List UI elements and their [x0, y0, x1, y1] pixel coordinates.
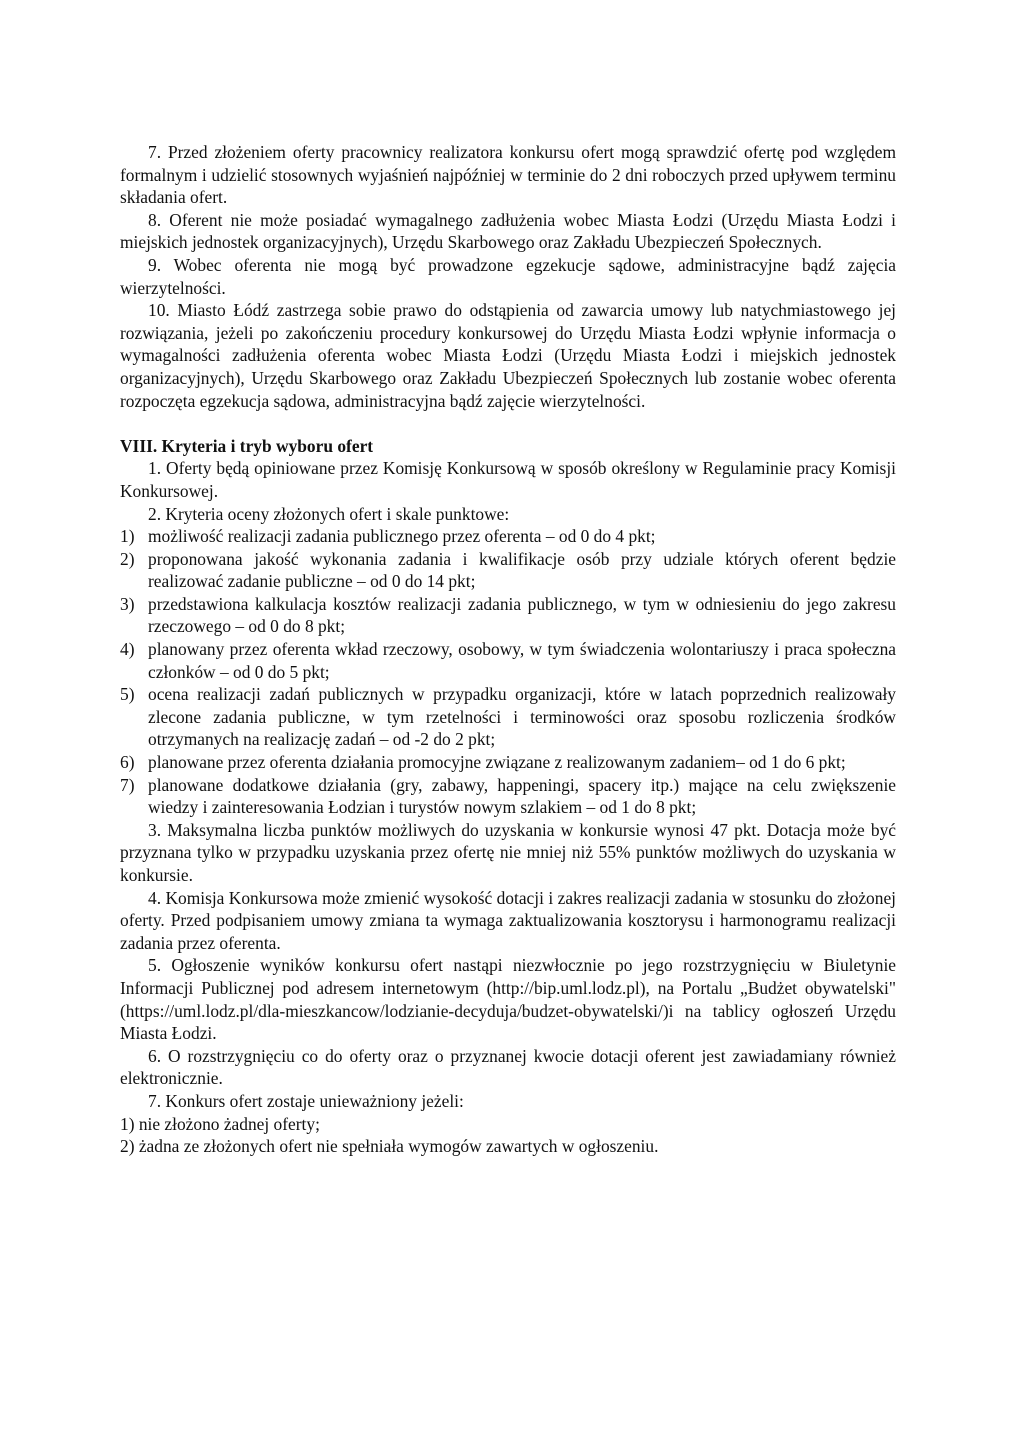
criteria-number: 5)	[120, 684, 135, 705]
cancel-item-2: 2) żadna ze złożonych ofert nie spełniała wymogów zawartych w ogłoszeniu.	[120, 1136, 659, 1157]
criteria-number: 6)	[120, 752, 135, 773]
criteria-text: planowany przez oferenta wkład rzeczowy, osobowy, w tym świadczenia wolontariuszy i praca społeczna członków – od 0 do 5 pkt;	[148, 639, 896, 682]
section-paragraph-2: 2. Kryteria oceny złożonych ofert i skale punktowe:	[148, 503, 510, 524]
document-body	[120, 141, 896, 1158]
criteria-text: planowane przez oferenta działania promocyjne związane z realizowanym zadaniem– od 1 do 6 pkt;	[148, 752, 846, 773]
criteria-item	[120, 751, 896, 774]
criteria-item	[120, 638, 896, 683]
criteria-item	[120, 593, 896, 638]
criteria-text: ocena realizacji zadań publicznych w przypadku organizacji, które w latach poprzednich realizowały zlecone zadania publiczne, w tym rzetelności i terminowości oraz sposobu rozliczenia środków otrzymanych na realizację zadań – od -2 do 2 pkt;	[148, 684, 896, 750]
criteria-number: 2)	[120, 548, 135, 569]
section-paragraph-7: 7. Konkurs ofert zostaje unieważniony jeżeli:	[148, 1090, 464, 1111]
criteria-number: 7)	[120, 774, 135, 795]
cancel-item-1: 1) nie złożono żadnej oferty;	[120, 1113, 320, 1134]
criteria-item	[120, 774, 896, 819]
criteria-number: 4)	[120, 639, 135, 660]
criteria-item	[120, 683, 896, 751]
criteria-text: przedstawiona kalkulacja kosztów realizacji zadania publicznego, w tym w odniesieniu do jego zakresu rzeczowego – od 0 do 8 pkt;	[148, 593, 896, 637]
criteria-number: 3)	[120, 593, 135, 614]
section-paragraph-1: 1. Oferty będą opiniowane przez Komisję Konkursową w sposób określony w Regulaminie pracy Komisji Konkursowej.	[120, 458, 896, 501]
section-paragraph-6: 6. O rozstrzygnięciu co do oferty oraz o przyznanej kwocie dotacji oferent jest zawiadamiany również elektronicznie.	[120, 1045, 896, 1089]
paragraph-7: 7. Przed złożeniem oferty pracownicy realizatora konkursu ofert mogą sprawdzić ofertę pod względem formalnym i udzielić stosownych wyjaśnień najpóźniej w terminie do 2 dni roboczych przed upływem terminu składania ofert.	[120, 142, 896, 208]
paragraph-8: 8. Oferent nie może posiadać wymagalnego zadłużenia wobec Miasta Łodzi (Urzędu Miasta Łodzi i miejskich jednostek organizacyjnych), Urzędu Skarbowego oraz Zakładu Ubezpieczeń Społecznych.	[120, 209, 896, 253]
criteria-text: planowane dodatkowe działania (gry, zabawy, happeningi, spacery itp.) mające na celu zwiększenie wiedzy i zainteresowania Łodzian i turystów nowym szlakiem – od 1 do 8 pkt;	[148, 774, 896, 818]
section-paragraph-4: 4. Komisja Konkursowa może zmienić wysokość dotacji i zakres realizacji zadania w stosunku do złożonej oferty. Przed podpisaniem umowy zmiana ta wymaga zaktualizowania kosztorysu i harmonogramu realizacji zadania przez oferenta.	[120, 887, 896, 953]
criteria-number: 1)	[120, 526, 135, 547]
paragraph-10: 10. Miasto Łódź zastrzega sobie prawo do odstąpienia od zawarcia umowy lub natychmiastowego jej rozwiązania, jeżeli po zakończeniu procedury konkursowej do Urzędu Miasta Łodzi wpłynie informacja o wymagalności zadłużenia oferenta wobec Miasta Łodzi (Urzędu Miasta Łodzi i miejskich jednostek organizacyjnych), Urzędu Skarbowego oraz Zakładu Ubezpieczeń Społecznych lub zostanie wobec oferenta rozpoczęta egzekucja sądowa, administracyjna bądź zajęcie wierzytelności.	[120, 300, 896, 411]
section-paragraph-3: 3. Maksymalna liczba punktów możliwych do uzyskania w konkursie wynosi 47 pkt. Dotacja może być przyznana tylko w przypadku uzyskania przez ofertę nie mniej niż 55% punktów możliwych do uzyskania w konkursie.	[120, 819, 896, 885]
criteria-list	[120, 525, 896, 819]
criteria-item	[120, 525, 896, 548]
section-heading: VIII. Kryteria i tryb wyboru ofert	[120, 435, 374, 456]
section-paragraph-5: 5. Ogłoszenie wyników konkursu ofert nastąpi niezwłocznie po jego rozstrzygnięciu w Biuletynie Informacji Publicznej pod adresem internetowym (http://bip.uml.lodz.pl), na Portalu „Budżet obywatelski" (https://uml.lodz.pl/dla-mieszkancow/lodzianie-decyduja/budzet-obywatelski/)i na tablicy ogłoszeń Urzędu Miasta Łodzi.	[120, 955, 896, 1044]
paragraph-9: 9. Wobec oferenta nie mogą być prowadzone egzekucje sądowe, administracyjne bądź zajęcia wierzytelności.	[120, 254, 896, 298]
criteria-text: możliwość realizacji zadania publicznego przez oferenta – od 0 do 4 pkt;	[148, 526, 656, 547]
criteria-item	[120, 548, 896, 593]
criteria-text: proponowana jakość wykonania zadania i kwalifikacje osób przy udziale których oferent będzie realizować zadanie publiczne – od 0 do 14 pkt;	[148, 548, 896, 592]
